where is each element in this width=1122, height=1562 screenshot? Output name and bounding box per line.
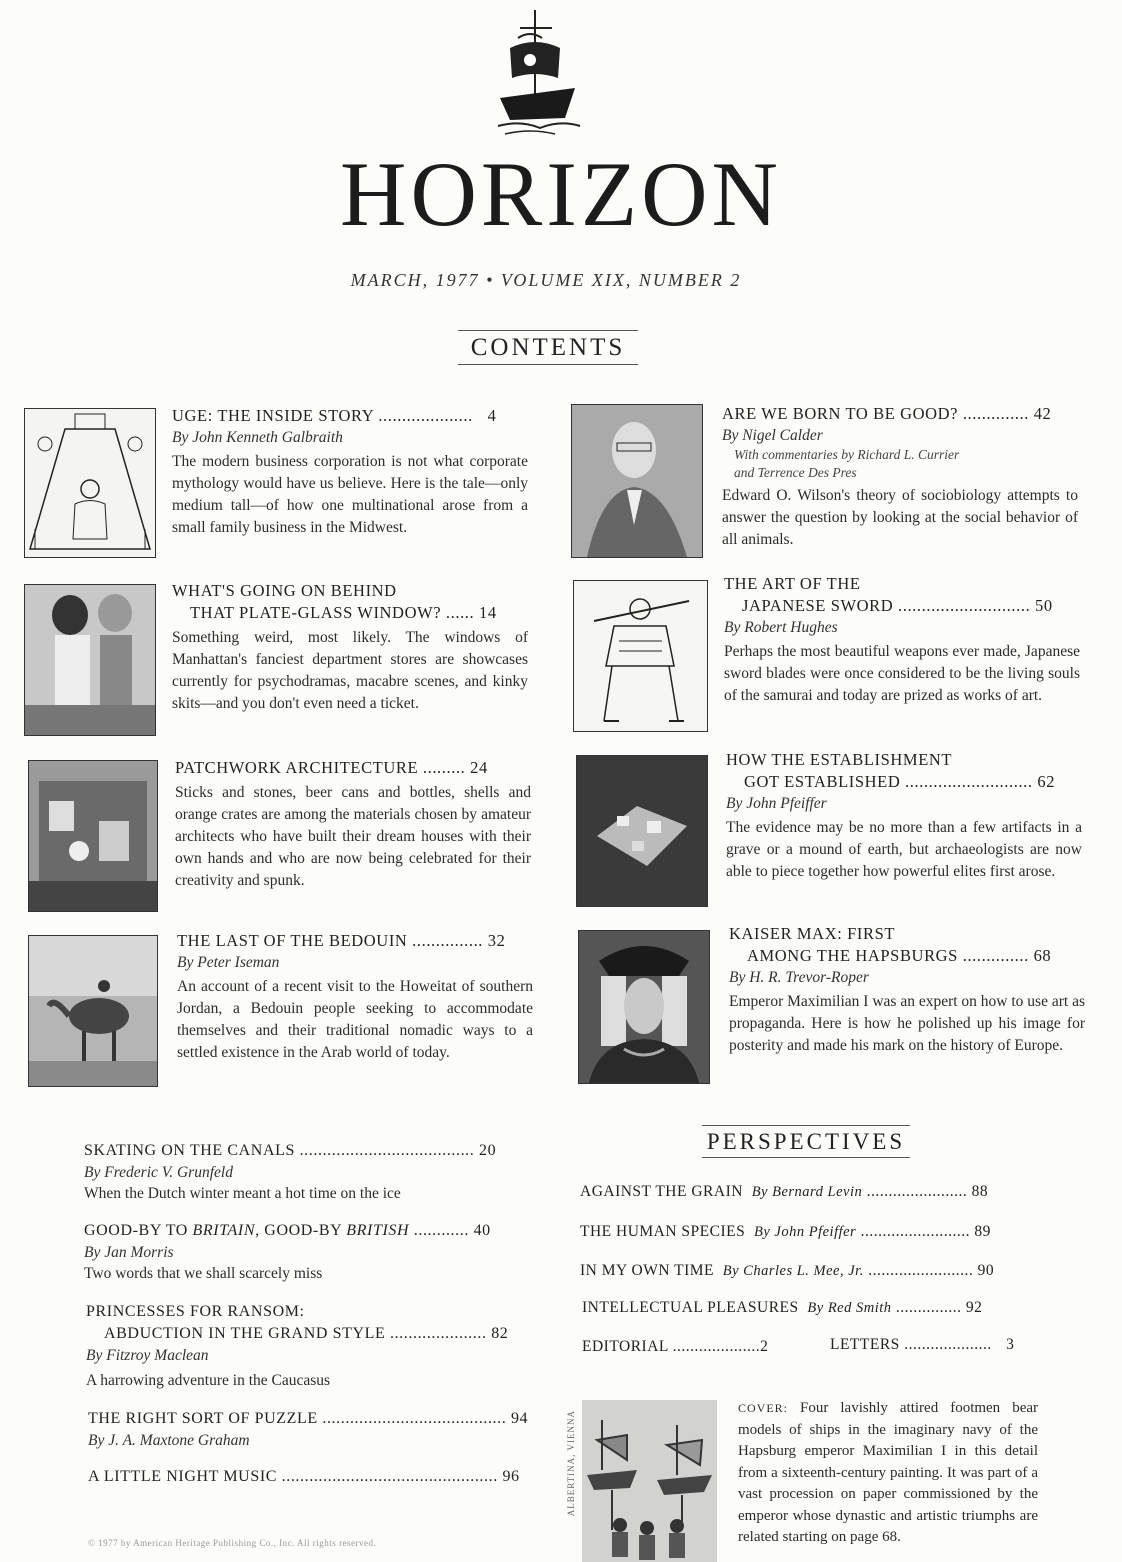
article-bedouin[interactable] [177, 930, 533, 1064]
perspective-item-letters[interactable]: LETTERS .................... 3 [830, 1336, 1015, 1353]
house-photo-icon [28, 760, 158, 912]
perspective-item-intellectual[interactable]: INTELLECTUAL PLEASURES By Red Smith ............... 92 [582, 1299, 983, 1316]
cover-ships-painting-icon [582, 1400, 717, 1562]
item-byline: By Fitzroy Maclean [86, 1347, 209, 1364]
item-title: THE RIGHT SORT OF PUZZLE ........................................ 94 [88, 1410, 529, 1427]
article-title: WHAT'S GOING ON BEHIND THAT PLATE-GLASS WINDOW? ...... 14 [172, 581, 497, 622]
list-item-night-music[interactable] [88, 1466, 538, 1488]
article-byline: By Peter Iseman [177, 954, 280, 971]
item-byline: By Frederic V. Grunfeld [84, 1164, 233, 1181]
item-title: SKATING ON THE CANALS ...................................... 20 [84, 1142, 497, 1159]
article-byline: By Robert Hughes [724, 619, 838, 636]
cover-photo-credit: ALBERTINA, VIENNA [566, 1410, 576, 1517]
article-uge[interactable] [172, 405, 528, 539]
article-establishment[interactable] [726, 749, 1082, 883]
article-byline: By H. R. Trevor-Roper [729, 969, 869, 986]
article-plate-glass[interactable] [172, 580, 528, 715]
perspective-item-human-species[interactable]: THE HUMAN SPECIES By John Pfeiffer ......................... 89 [580, 1223, 991, 1240]
issue-dateline: MARCH, 1977 • VOLUME XIX, NUMBER 2 [350, 270, 742, 290]
article-byline: By John Pfeiffer [726, 795, 827, 812]
article-title: THE LAST OF THE BEDOUIN ............... 32 [177, 931, 506, 950]
article-born-good[interactable] [722, 403, 1078, 551]
ship-logo-icon [480, 8, 590, 138]
article-commentary: and Terrence Des Pres [734, 465, 857, 480]
article-title: HOW THE ESTABLISHMENT GOT ESTABLISHED ........................... 62 [726, 750, 1056, 791]
article-description: An account of a recent visit to the Howeitat of southern Jordan, a Bedouin people seeking to accommodate themselves and their traditional nomadic ways to a settled existence in the Arab world of today. [177, 978, 533, 1061]
list-item-puzzle[interactable] [88, 1408, 538, 1451]
article-title: PATCHWORK ARCHITECTURE ......... 24 [175, 758, 488, 777]
article-description: Something weird, most likely. The windows of Manhattan's fanciest department stores are showcases currently for psychodramas, macabre scenes, and kinky skits—and you don't even need a ticket. [172, 629, 528, 712]
man-portrait-icon [571, 404, 703, 558]
mannequins-photo-icon [24, 584, 156, 736]
article-patchwork[interactable] [175, 757, 531, 892]
list-item-princesses[interactable] [86, 1301, 536, 1392]
article-byline: By John Kenneth Galbraith [172, 429, 343, 446]
article-description: The evidence may be no more than a few artifacts in a grave or a mound of earth, but archaeologists are now able to piece together how powerful elites first arose. [726, 819, 1082, 880]
article-japanese-sword[interactable] [724, 573, 1080, 707]
ruins-model-icon [576, 755, 708, 907]
boardroom-drawing-icon [24, 408, 156, 558]
article-byline: By Nigel Calder [722, 427, 823, 444]
contents-heading: CONTENTS [458, 330, 638, 365]
article-description: Edward O. Wilson's theory of sociobiology attempts to answer the question by looking at the social behavior of all animals. [722, 487, 1078, 548]
item-title: A LITTLE NIGHT MUSIC ............................................... 96 [88, 1468, 520, 1485]
article-commentary: With commentaries by Richard L. Currier [734, 447, 960, 462]
article-description: Emperor Maximilian I was an expert on how to use art as propaganda. Here is how he polished up his image for posterity and made his mark on the history of Europe. [729, 993, 1085, 1054]
article-description: The modern business corporation is not what corporate mythology would have us believe. Here is the tale—only medium tall—of how one multinational arose from a small family business in the Midwest. [172, 453, 528, 536]
item-description: A harrowing adventure in the Caucasus [86, 1372, 331, 1389]
article-title: ARE WE BORN TO BE GOOD? .............. 42 [722, 404, 1052, 423]
article-kaiser-max[interactable] [729, 923, 1085, 1057]
item-title: PRINCESSES FOR RANSOM: ABDUCTION IN THE GRAND STYLE ..................... 82 [86, 1303, 509, 1342]
perspective-item-grain[interactable]: AGAINST THE GRAIN By Bernard Levin ....................... 88 [580, 1183, 989, 1200]
article-title: KAISER MAX: FIRST AMONG THE HAPSBURGS .............. 68 [729, 924, 1052, 965]
magazine-title: HORIZON [340, 143, 782, 245]
copyright-notice: © 1977 by American Heritage Publishing Co., Inc. All rights reserved. [88, 1538, 377, 1548]
item-title: GOOD-BY TO BRITAIN, GOOD-BY BRITISH ............ 40 [84, 1222, 491, 1239]
list-item-skating[interactable] [84, 1140, 534, 1205]
camel-photo-icon [28, 935, 158, 1087]
samurai-drawing-icon [573, 580, 708, 732]
item-description: When the Dutch winter meant a hot time on the ice [84, 1185, 401, 1202]
perspective-item-editorial[interactable]: EDITORIAL ....................2 [582, 1338, 769, 1355]
item-byline: By J. A. Maxtone Graham [88, 1432, 250, 1449]
emperor-portrait-icon [578, 930, 710, 1084]
article-title: UGE: THE INSIDE STORY .................... 4 [172, 406, 497, 425]
list-item-britain[interactable] [84, 1220, 534, 1285]
article-description: Sticks and stones, beer cans and bottles, shells and orange crates are among the materials chosen by amateur architects who have built their dream houses with their own hands and who are now being celebrated for their creativity and spunk. [175, 784, 531, 889]
perspective-item-own-time[interactable]: IN MY OWN TIME By Charles L. Mee, Jr. ........................ 90 [580, 1262, 995, 1279]
article-title: THE ART OF THE JAPANESE SWORD ............................ 50 [724, 574, 1053, 615]
cover-caption: COVER: Four lavishly attired footmen bear models of ships in the imaginary navy of the Hapsburg emperor Maximilian I in this detail from a sixteenth-century painting. It was part of a vast procession on paper commissioned by the emperor whose dynastic and artistic triumphs are related starting on page 68. [738, 1400, 1039, 1545]
item-description: Two words that we shall scarcely miss [84, 1265, 323, 1282]
perspectives-heading: PERSPECTIVES [702, 1125, 910, 1158]
article-description: Perhaps the most beautiful weapons ever made, Japanese sword blades were once considered to be the living souls of the samurai and today are prized as works of art. [724, 643, 1080, 704]
item-byline: By Jan Morris [84, 1244, 174, 1261]
